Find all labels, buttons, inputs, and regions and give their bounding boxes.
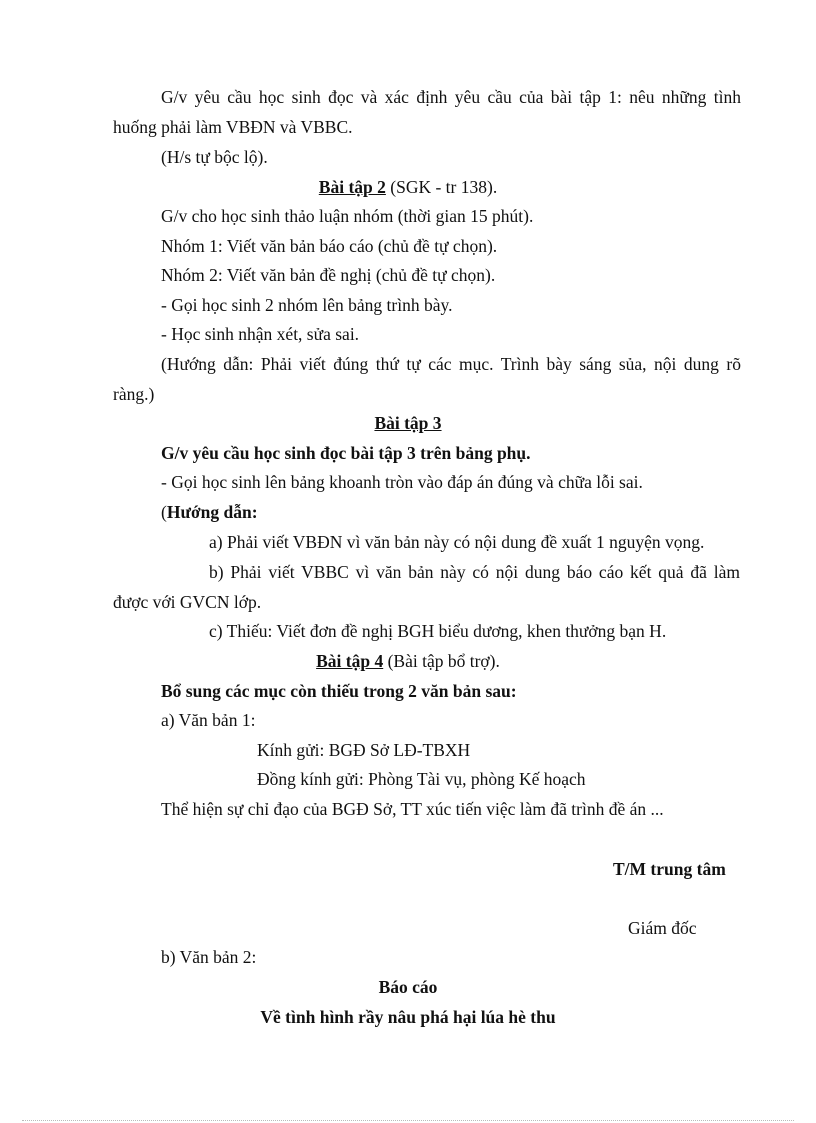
- document-1-label: a) Văn bản 1:: [161, 710, 256, 730]
- intro-line-2: huống phải làm VBĐN và VBBC.: [113, 117, 353, 137]
- exercise-2-title: Bài tập 2: [318, 177, 386, 197]
- signature-role: Giám đốc: [628, 918, 697, 938]
- exercise-2-heading: [0, 176, 816, 198]
- exercise-3-answer-a: a) Phải viết VBĐN vì văn bản này có nội dung đề xuất 1 nguyện vọng.: [209, 532, 705, 552]
- exercise-2-line: Nhóm 1: Viết văn bản báo cáo (chủ đề tự chọn).: [161, 236, 498, 256]
- exercise-3-title: Bài tập 3: [374, 413, 442, 433]
- exercise-2-line: Nhóm 2: Viết văn bản đề nghị (chủ đề tự chọn).: [161, 265, 496, 285]
- exercise-3-answer-c: c) Thiếu: Viết đơn đề nghị BGH biểu dương, khen thưởng bạn H.: [209, 621, 667, 641]
- exercise-3-guide-label: [161, 501, 258, 523]
- document-1-recipient: Kính gửi: BGĐ Sở LĐ-TBXH: [257, 740, 471, 760]
- exercise-2-guide-2: ràng.): [113, 384, 155, 404]
- report-title: Báo cáo: [378, 977, 438, 997]
- guide-open-paren: (: [161, 502, 167, 522]
- page-bottom-rule: [22, 1120, 794, 1121]
- exercise-4-heading: [0, 650, 816, 672]
- document-1-body: Thể hiện sự chỉ đạo của BGĐ Sở, TT xúc tiến việc làm đã trình đề án ...: [161, 799, 664, 819]
- report-subtitle: Về tình hình rầy nâu phá hại lúa hè thu: [260, 1007, 556, 1027]
- exercise-2-line: - Học sinh nhận xét, sửa sai.: [161, 324, 360, 344]
- intro-line-1: G/v yêu cầu học sinh đọc và xác định yêu cầu của bài tập 1: nêu những tình: [161, 87, 741, 107]
- exercise-3-answer-b-2: được với GVCN lớp.: [113, 592, 262, 612]
- exercise-2-line: - Gọi học sinh 2 nhóm lên bảng trình bày.: [161, 295, 453, 315]
- exercise-3-call: - Gọi học sinh lên bảng khoanh tròn vào đáp án đúng và chữa lỗi sai.: [161, 472, 643, 492]
- exercise-4-ref: (Bài tập bổ trợ).: [383, 651, 500, 671]
- document-2-label: b) Văn bản 2:: [161, 947, 257, 967]
- exercise-2-line: G/v cho học sinh thảo luận nhóm (thời gian 15 phút).: [161, 206, 534, 226]
- document-1-cc: Đồng kính gửi: Phòng Tài vụ, phòng Kế hoạch: [257, 769, 586, 789]
- exercise-3-task: G/v yêu cầu học sinh đọc bài tập 3 trên bảng phụ.: [161, 443, 531, 463]
- guide-label: Hướng dẫn:: [166, 502, 258, 522]
- intro-line-3: (H/s tự bộc lộ).: [161, 147, 268, 167]
- exercise-2-ref: (SGK - tr 138).: [385, 177, 498, 197]
- exercise-4-task: Bổ sung các mục còn thiếu trong 2 văn bản sau:: [161, 681, 517, 701]
- exercise-3-answer-b-1: b) Phải viết VBBC vì văn bản này có nội dung báo cáo kết quả đã làm: [209, 562, 740, 582]
- exercise-4-title: Bài tập 4: [316, 651, 384, 671]
- exercise-2-guide-1: (Hướng dẫn: Phải viết đúng thứ tự các mục. Trình bày sáng sủa, nội dung rõ: [161, 354, 741, 374]
- signature-organization: T/M trung tâm: [613, 859, 726, 879]
